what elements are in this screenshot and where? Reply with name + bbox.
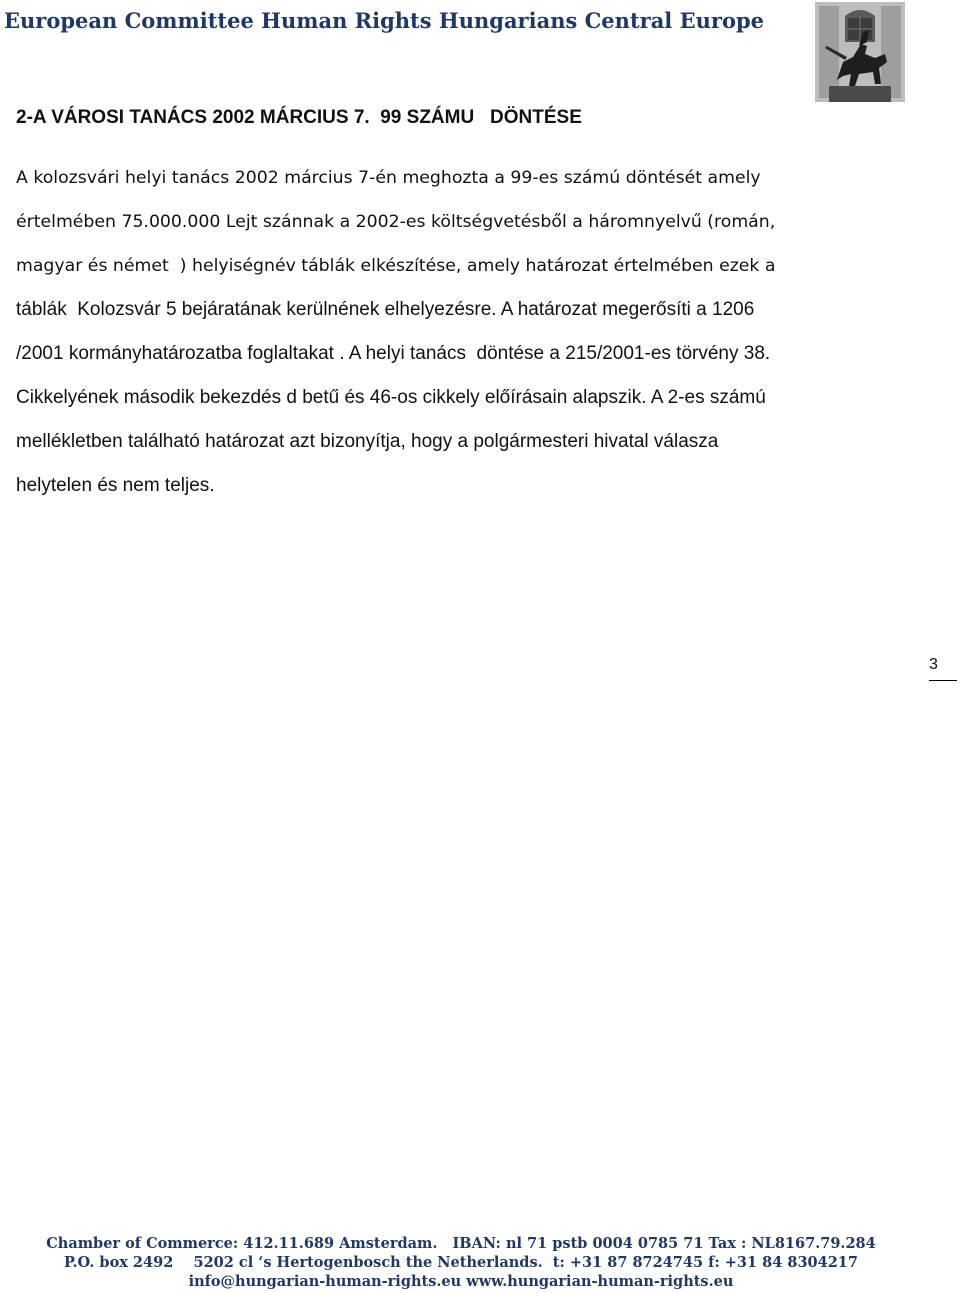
paragraph-line: értelmében 75.000.000 Lejt szánnak a 2002-es költségvetésből a háromnyelvű (román,: [16, 211, 776, 232]
footer-contact-line: info@hungarian-human-rights.eu www.hungarian-human-rights.eu: [188, 1273, 734, 1290]
organization-title: European Committee Human Rights Hungarians Central Europe: [4, 8, 764, 33]
footer: [0, 1234, 922, 1291]
paragraph-line: magyar és német ) helyiségnév táblák elkészítése, amely határozat értelmében ezek a: [16, 255, 776, 276]
statue-image-icon: [815, 2, 905, 102]
paragraph-line: mellékletben található határozat azt bizonyítja, hogy a polgármesteri hivatal válasza: [16, 430, 719, 452]
body-paragraph: [16, 157, 946, 507]
paragraph-line: helytelen és nem teljes.: [16, 474, 215, 496]
paragraph-line: táblák Kolozsvár 5 bejáratának kerülnének elhelyezésre. A határozat megerősíti a 1206: [16, 299, 755, 321]
page-number: 3: [929, 656, 957, 681]
section-heading: 2-A VÁROSI TANÁCS 2002 MÁRCIUS 7. 99 SZÁMU DÖNTÉSE: [16, 107, 582, 128]
paragraph-line: /2001 kormányhatározatba foglaltakat . A helyi tanács döntése a 215/2001-es törvény 38.: [16, 343, 771, 365]
footer-registration-line: Chamber of Commerce: 412.11.689 Amsterdam. IBAN: nl 71 pstb 0004 0785 71 Tax : NL8167.79.284: [46, 1235, 876, 1252]
equestrian-statue-photo: [815, 2, 905, 102]
footer-address-line: P.O. box 2492 5202 cl ‘s Hertogenbosch the Netherlands. t: +31 87 8724745 f: +31 84 8304217: [64, 1254, 858, 1271]
paragraph-line: A kolozsvári helyi tanács 2002 március 7-én meghozta a 99-es számú döntését amely: [16, 168, 761, 188]
paragraph-line: Cikkelyének második bekezdés d betű és 46-os cikkely előírásain alapszik. A 2-es számú: [16, 386, 766, 408]
